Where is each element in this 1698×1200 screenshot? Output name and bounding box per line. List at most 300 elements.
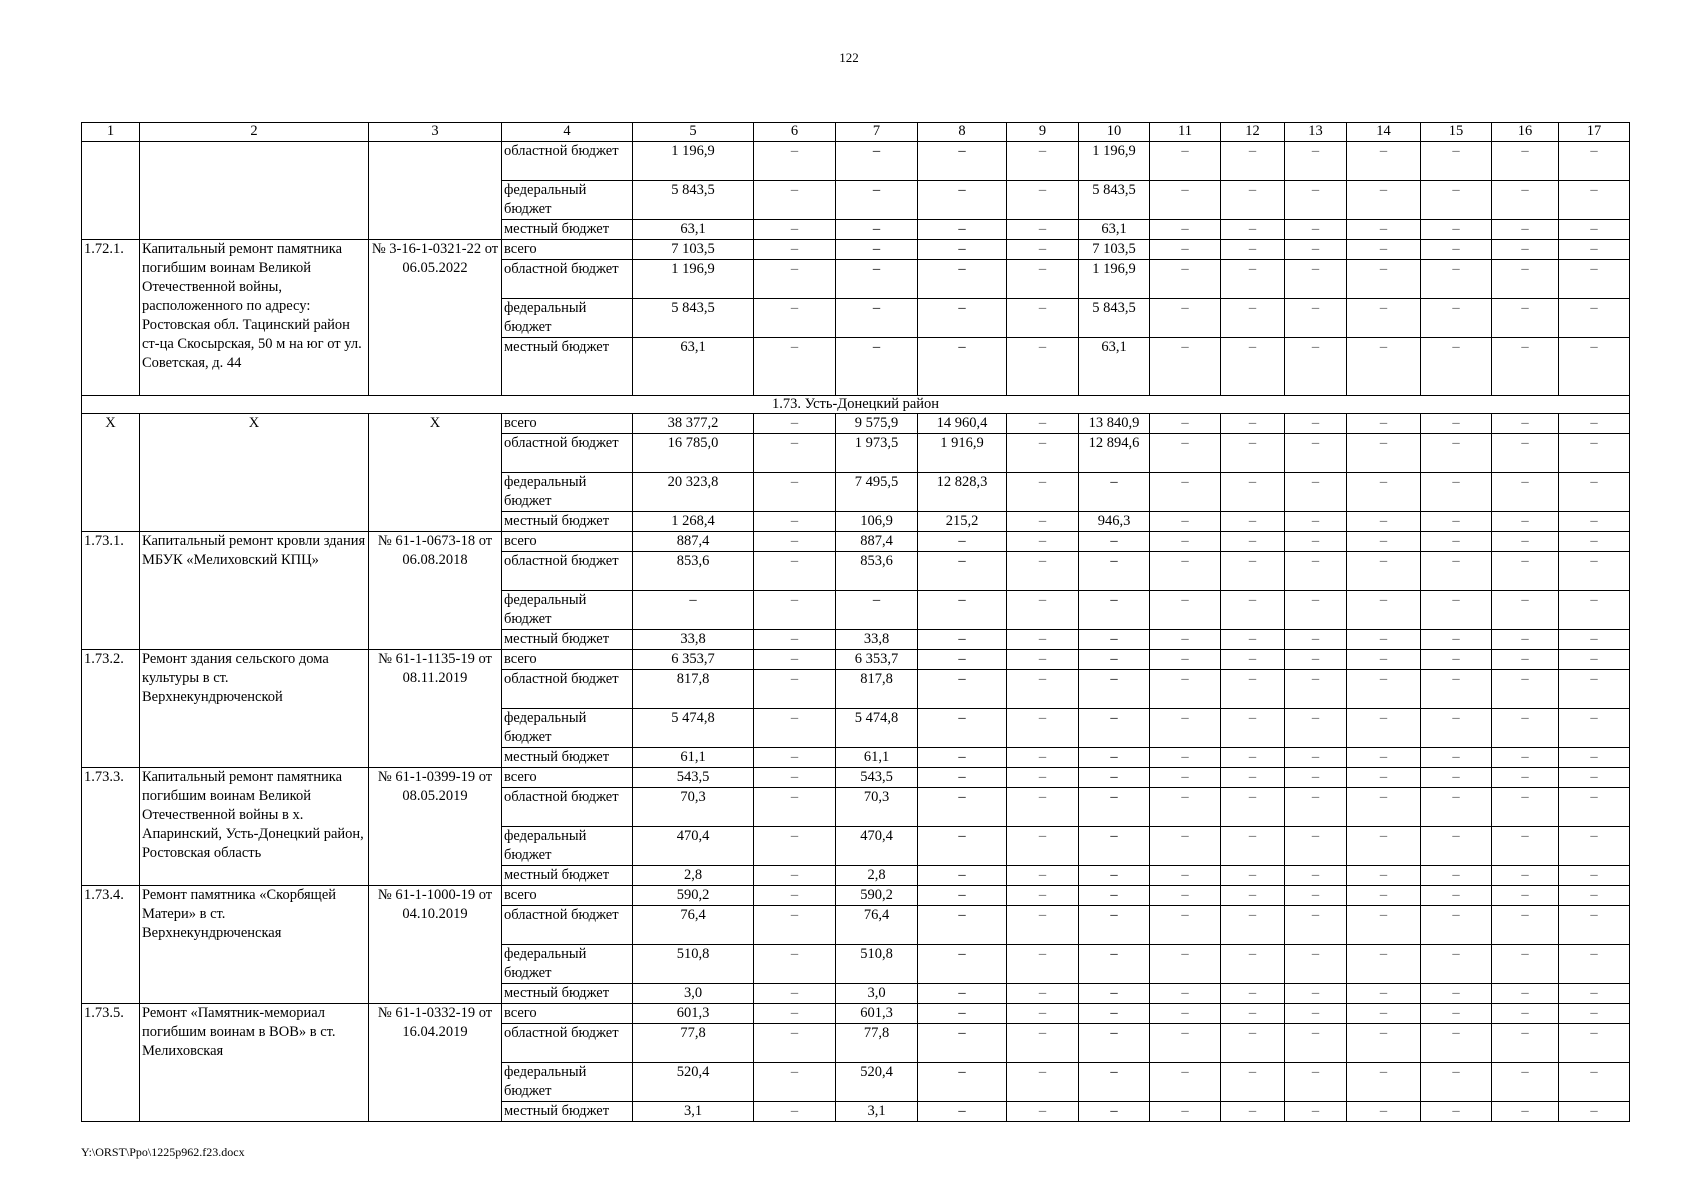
col16-cell: – (1492, 240, 1559, 260)
funding-source-cell: местный бюджет (502, 630, 633, 650)
total-amount-cell: 7 103,5 (633, 240, 754, 260)
col14-cell: – (1347, 260, 1421, 299)
funding-source-cell: областной бюджет (502, 1024, 633, 1063)
col7-cell: – (836, 220, 918, 240)
col13-cell: – (1285, 338, 1347, 396)
col8-cell: – (918, 906, 1007, 945)
col16-cell: – (1492, 748, 1559, 768)
col11-cell: – (1150, 670, 1221, 709)
funding-source-cell: федеральный бюджет (502, 827, 633, 866)
col11-cell: – (1150, 512, 1221, 532)
col16-cell: – (1492, 434, 1559, 473)
col13-cell: – (1285, 1024, 1347, 1063)
table-body (82, 123, 1630, 1122)
col17-cell: – (1559, 434, 1630, 473)
col16-cell: – (1492, 670, 1559, 709)
col11-cell: – (1150, 768, 1221, 788)
col8-cell: – (918, 984, 1007, 1004)
col7-cell: – (836, 181, 918, 220)
col16-cell: – (1492, 142, 1559, 181)
col10-cell: 5 843,5 (1079, 181, 1150, 220)
col14-cell: – (1347, 434, 1421, 473)
col11-cell: – (1150, 906, 1221, 945)
col17-cell: – (1559, 220, 1630, 240)
col11-cell: – (1150, 748, 1221, 768)
col10-cell: – (1079, 886, 1150, 906)
total-amount-cell: 590,2 (633, 886, 754, 906)
total-amount-cell: 5 843,5 (633, 181, 754, 220)
col16-cell: – (1492, 945, 1559, 984)
col16-cell: – (1492, 984, 1559, 1004)
column-header-15: 15 (1421, 123, 1492, 142)
col15-cell: – (1421, 709, 1492, 748)
col8-cell: – (918, 748, 1007, 768)
table-row (82, 1004, 1630, 1024)
total-amount-cell: 61,1 (633, 748, 754, 768)
column-header-10: 10 (1079, 123, 1150, 142)
column-header-2: 2 (140, 123, 369, 142)
col6-cell: – (754, 181, 836, 220)
col17-cell: – (1559, 748, 1630, 768)
col12-cell: – (1221, 827, 1285, 866)
col6-cell: – (754, 338, 836, 396)
col15-cell: – (1421, 240, 1492, 260)
col9-cell: – (1007, 181, 1079, 220)
col10-cell: – (1079, 1004, 1150, 1024)
col9-cell: – (1007, 552, 1079, 591)
col15-cell: – (1421, 552, 1492, 591)
col7-cell: 3,0 (836, 984, 918, 1004)
col16-cell: – (1492, 473, 1559, 512)
col12-cell: – (1221, 532, 1285, 552)
col7-cell: 590,2 (836, 886, 918, 906)
total-amount-cell: 5 474,8 (633, 709, 754, 748)
col15-cell: – (1421, 768, 1492, 788)
col6-cell: – (754, 552, 836, 591)
section-x-number: Х (82, 414, 140, 532)
col6-cell: – (754, 220, 836, 240)
funding-source-cell: всего (502, 768, 633, 788)
col12-cell: – (1221, 1004, 1285, 1024)
col16-cell: – (1492, 906, 1559, 945)
col7-cell: 77,8 (836, 1024, 918, 1063)
total-amount-cell: 3,1 (633, 1102, 754, 1122)
col14-cell: – (1347, 591, 1421, 630)
col13-cell: – (1285, 748, 1347, 768)
table-row (82, 142, 1630, 181)
total-amount-cell: 2,8 (633, 866, 754, 886)
col13-cell: – (1285, 299, 1347, 338)
col10-cell: – (1079, 473, 1150, 512)
col6-cell: – (754, 630, 836, 650)
item-name-cell: Капитальный ремонт памятника погибшим воинам Великой Отечественной войны, расположенного по адресу: Ростовская обл. Тацинский район ст-ца Скосырская, 50 м на юг от ул. Советская, д. 44 (140, 240, 369, 396)
col11-cell: – (1150, 532, 1221, 552)
col16-cell: – (1492, 650, 1559, 670)
funding-source-cell: всего (502, 240, 633, 260)
col12-cell: – (1221, 650, 1285, 670)
col12-cell: – (1221, 709, 1285, 748)
col9-cell: – (1007, 1102, 1079, 1122)
total-amount-cell: 5 843,5 (633, 299, 754, 338)
col10-cell: – (1079, 591, 1150, 630)
col6-cell: – (754, 906, 836, 945)
total-amount-cell: 70,3 (633, 788, 754, 827)
funding-source-cell: областной бюджет (502, 906, 633, 945)
col8-cell: – (918, 788, 1007, 827)
table-row (82, 532, 1630, 552)
col11-cell: – (1150, 473, 1221, 512)
funding-source-cell: федеральный бюджет (502, 709, 633, 748)
col12-cell: – (1221, 414, 1285, 434)
col7-cell: 887,4 (836, 532, 918, 552)
col15-cell: – (1421, 1063, 1492, 1102)
col11-cell: – (1150, 945, 1221, 984)
col9-cell: – (1007, 650, 1079, 670)
column-header-3: 3 (369, 123, 502, 142)
col6-cell: – (754, 473, 836, 512)
col10-cell: – (1079, 1024, 1150, 1063)
item-name-cell: Капитальный ремонт кровли здания МБУК «Мелиховский КПЦ» (140, 532, 369, 650)
col11-cell: – (1150, 260, 1221, 299)
col6-cell: – (754, 260, 836, 299)
section-x-name: Х (140, 414, 369, 532)
total-amount-cell: 1 196,9 (633, 142, 754, 181)
col17-cell: – (1559, 299, 1630, 338)
col13-cell: – (1285, 906, 1347, 945)
total-amount-cell: 77,8 (633, 1024, 754, 1063)
col6-cell: – (754, 532, 836, 552)
col14-cell: – (1347, 945, 1421, 984)
column-header-14: 14 (1347, 123, 1421, 142)
total-amount-cell: 510,8 (633, 945, 754, 984)
col12-cell: – (1221, 552, 1285, 591)
table-row (82, 240, 1630, 260)
col13-cell: – (1285, 1063, 1347, 1102)
col6-cell: – (754, 1024, 836, 1063)
col13-cell: – (1285, 768, 1347, 788)
col7-cell: 853,6 (836, 552, 918, 591)
col6-cell: – (754, 866, 836, 886)
col16-cell: – (1492, 788, 1559, 827)
col17-cell: – (1559, 670, 1630, 709)
col12-cell: – (1221, 181, 1285, 220)
col13-cell: – (1285, 181, 1347, 220)
col8-cell: – (918, 532, 1007, 552)
funding-source-cell: областной бюджет (502, 434, 633, 473)
col7-cell: 470,4 (836, 827, 918, 866)
col9-cell: – (1007, 240, 1079, 260)
col8-cell: – (918, 299, 1007, 338)
col11-cell: – (1150, 299, 1221, 338)
col10-cell: – (1079, 1063, 1150, 1102)
col17-cell: – (1559, 532, 1630, 552)
col10-cell: – (1079, 984, 1150, 1004)
col9-cell: – (1007, 512, 1079, 532)
col11-cell: – (1150, 220, 1221, 240)
col13-cell: – (1285, 984, 1347, 1004)
table-row (82, 414, 1630, 434)
col15-cell: – (1421, 260, 1492, 299)
funding-source-cell: местный бюджет (502, 512, 633, 532)
col7-cell: 106,9 (836, 512, 918, 532)
column-header-4: 4 (502, 123, 633, 142)
column-header-11: 11 (1150, 123, 1221, 142)
col9-cell: – (1007, 338, 1079, 396)
total-amount-cell: 20 323,8 (633, 473, 754, 512)
funding-source-cell: федеральный бюджет (502, 945, 633, 984)
col14-cell: – (1347, 240, 1421, 260)
funding-source-cell: областной бюджет (502, 670, 633, 709)
col8-cell: – (918, 945, 1007, 984)
col6-cell: – (754, 827, 836, 866)
funding-source-cell: местный бюджет (502, 984, 633, 1004)
col11-cell: – (1150, 1102, 1221, 1122)
col9-cell: – (1007, 768, 1079, 788)
col10-cell: – (1079, 709, 1150, 748)
col13-cell: – (1285, 1102, 1347, 1122)
col15-cell: – (1421, 984, 1492, 1004)
col11-cell: – (1150, 1004, 1221, 1024)
total-amount-cell: 63,1 (633, 220, 754, 240)
col8-cell: – (918, 866, 1007, 886)
col17-cell: – (1559, 788, 1630, 827)
col17-cell: – (1559, 1063, 1630, 1102)
item-document-cell: № 61-1-0332-19 от 16.04.2019 (369, 1004, 502, 1122)
total-amount-cell: 63,1 (633, 338, 754, 396)
col8-cell: – (918, 1024, 1007, 1063)
col7-cell: 76,4 (836, 906, 918, 945)
col13-cell: – (1285, 788, 1347, 827)
col13-cell: – (1285, 886, 1347, 906)
col14-cell: – (1347, 630, 1421, 650)
col8-cell: – (918, 591, 1007, 630)
col12-cell: – (1221, 984, 1285, 1004)
col17-cell: – (1559, 827, 1630, 866)
col14-cell: – (1347, 866, 1421, 886)
funding-source-cell: всего (502, 650, 633, 670)
col16-cell: – (1492, 630, 1559, 650)
col13-cell: – (1285, 260, 1347, 299)
funding-source-cell: местный бюджет (502, 748, 633, 768)
col14-cell: – (1347, 1063, 1421, 1102)
col9-cell: – (1007, 748, 1079, 768)
col9-cell: – (1007, 414, 1079, 434)
col14-cell: – (1347, 748, 1421, 768)
section-x-document: Х (369, 414, 502, 532)
col7-cell: – (836, 591, 918, 630)
section-header-row (82, 396, 1630, 414)
col7-cell: – (836, 260, 918, 299)
col16-cell: – (1492, 1063, 1559, 1102)
col17-cell: – (1559, 1004, 1630, 1024)
col11-cell: – (1150, 630, 1221, 650)
col12-cell: – (1221, 768, 1285, 788)
col9-cell: – (1007, 984, 1079, 1004)
col13-cell: – (1285, 670, 1347, 709)
item-number-cell: 1.73.1. (82, 532, 140, 650)
col13-cell: – (1285, 434, 1347, 473)
col14-cell: – (1347, 181, 1421, 220)
col16-cell: – (1492, 338, 1559, 396)
col9-cell: – (1007, 788, 1079, 827)
col7-cell: 510,8 (836, 945, 918, 984)
col8-cell: – (918, 142, 1007, 181)
col15-cell: – (1421, 473, 1492, 512)
col14-cell: – (1347, 473, 1421, 512)
col8-cell: 12 828,3 (918, 473, 1007, 512)
col7-cell: – (836, 338, 918, 396)
col15-cell: – (1421, 630, 1492, 650)
col9-cell: – (1007, 866, 1079, 886)
col6-cell: – (754, 1063, 836, 1102)
footer-file-path: Y:\ORST\Ppo\1225p962.f23.docx (81, 1145, 245, 1159)
total-amount-cell: 887,4 (633, 532, 754, 552)
col17-cell: – (1559, 260, 1630, 299)
funding-source-cell: местный бюджет (502, 866, 633, 886)
item-number-cell: 1.72.1. (82, 240, 140, 396)
col15-cell: – (1421, 220, 1492, 240)
col17-cell: – (1559, 181, 1630, 220)
col11-cell: – (1150, 240, 1221, 260)
col17-cell: – (1559, 240, 1630, 260)
item-document-cell: № 61-1-0399-19 от 08.05.2019 (369, 768, 502, 886)
col7-cell: 817,8 (836, 670, 918, 709)
total-amount-cell: 38 377,2 (633, 414, 754, 434)
col12-cell: – (1221, 1024, 1285, 1063)
col15-cell: – (1421, 650, 1492, 670)
col12-cell: – (1221, 591, 1285, 630)
col11-cell: – (1150, 984, 1221, 1004)
col13-cell: – (1285, 866, 1347, 886)
col14-cell: – (1347, 338, 1421, 396)
funding-source-cell: федеральный бюджет (502, 591, 633, 630)
col15-cell: – (1421, 181, 1492, 220)
item-name-cell: Ремонт памятника «Скорбящей Матери» в ст. Верхнекундрюченская (140, 886, 369, 1004)
col9-cell: – (1007, 299, 1079, 338)
col16-cell: – (1492, 1024, 1559, 1063)
col14-cell: – (1347, 827, 1421, 866)
col8-cell: – (918, 1063, 1007, 1102)
funding-source-cell: федеральный бюджет (502, 299, 633, 338)
col15-cell: – (1421, 1102, 1492, 1122)
item-document-cell (369, 142, 502, 240)
col12-cell: – (1221, 220, 1285, 240)
col7-cell: – (836, 299, 918, 338)
col9-cell: – (1007, 532, 1079, 552)
col9-cell: – (1007, 886, 1079, 906)
col15-cell: – (1421, 591, 1492, 630)
section-title: 1.73. Усть-Донецкий район (82, 396, 1630, 414)
col16-cell: – (1492, 1102, 1559, 1122)
col15-cell: – (1421, 434, 1492, 473)
col12-cell: – (1221, 788, 1285, 827)
col16-cell: – (1492, 260, 1559, 299)
col13-cell: – (1285, 827, 1347, 866)
col14-cell: – (1347, 1024, 1421, 1063)
item-number-cell: 1.73.4. (82, 886, 140, 1004)
col17-cell: – (1559, 984, 1630, 1004)
col12-cell: – (1221, 260, 1285, 299)
col15-cell: – (1421, 142, 1492, 181)
col12-cell: – (1221, 473, 1285, 512)
col15-cell: – (1421, 1004, 1492, 1024)
col6-cell: – (754, 299, 836, 338)
col14-cell: – (1347, 414, 1421, 434)
total-amount-cell: 1 268,4 (633, 512, 754, 532)
col17-cell: – (1559, 1102, 1630, 1122)
col13-cell: – (1285, 220, 1347, 240)
col10-cell: 7 103,5 (1079, 240, 1150, 260)
column-header-17: 17 (1559, 123, 1630, 142)
col10-cell: 13 840,9 (1079, 414, 1150, 434)
item-document-cell: № 61-1-1000-19 от 04.10.2019 (369, 886, 502, 1004)
col17-cell: – (1559, 630, 1630, 650)
col6-cell: – (754, 709, 836, 748)
total-amount-cell: 33,8 (633, 630, 754, 650)
total-amount-cell: – (633, 591, 754, 630)
col16-cell: – (1492, 512, 1559, 532)
funding-source-cell: областной бюджет (502, 260, 633, 299)
col11-cell: – (1150, 552, 1221, 591)
column-header-1: 1 (82, 123, 140, 142)
col11-cell: – (1150, 788, 1221, 827)
col6-cell: – (754, 434, 836, 473)
column-number-header (82, 123, 1630, 142)
col15-cell: – (1421, 886, 1492, 906)
col17-cell: – (1559, 886, 1630, 906)
col9-cell: – (1007, 945, 1079, 984)
funding-source-cell: областной бюджет (502, 142, 633, 181)
item-number-cell (82, 142, 140, 240)
col9-cell: – (1007, 630, 1079, 650)
col14-cell: – (1347, 984, 1421, 1004)
col16-cell: – (1492, 591, 1559, 630)
col13-cell: – (1285, 630, 1347, 650)
col17-cell: – (1559, 1024, 1630, 1063)
col15-cell: – (1421, 299, 1492, 338)
funding-source-cell: всего (502, 1004, 633, 1024)
col8-cell: – (918, 630, 1007, 650)
col9-cell: – (1007, 1004, 1079, 1024)
col13-cell: – (1285, 945, 1347, 984)
col12-cell: – (1221, 512, 1285, 532)
col8-cell: – (918, 709, 1007, 748)
col9-cell: – (1007, 906, 1079, 945)
col10-cell: – (1079, 748, 1150, 768)
col11-cell: – (1150, 866, 1221, 886)
col7-cell: 543,5 (836, 768, 918, 788)
col7-cell: 7 495,5 (836, 473, 918, 512)
col17-cell: – (1559, 552, 1630, 591)
col6-cell: – (754, 984, 836, 1004)
col12-cell: – (1221, 906, 1285, 945)
funding-source-cell: местный бюджет (502, 338, 633, 396)
col9-cell: – (1007, 827, 1079, 866)
col16-cell: – (1492, 220, 1559, 240)
col13-cell: – (1285, 552, 1347, 591)
col8-cell: – (918, 670, 1007, 709)
col13-cell: – (1285, 532, 1347, 552)
col11-cell: – (1150, 142, 1221, 181)
col11-cell: – (1150, 434, 1221, 473)
col8-cell: 1 916,9 (918, 434, 1007, 473)
column-header-12: 12 (1221, 123, 1285, 142)
col13-cell: – (1285, 709, 1347, 748)
col17-cell: – (1559, 906, 1630, 945)
col14-cell: – (1347, 1004, 1421, 1024)
col6-cell: – (754, 142, 836, 181)
col10-cell: 63,1 (1079, 338, 1150, 396)
